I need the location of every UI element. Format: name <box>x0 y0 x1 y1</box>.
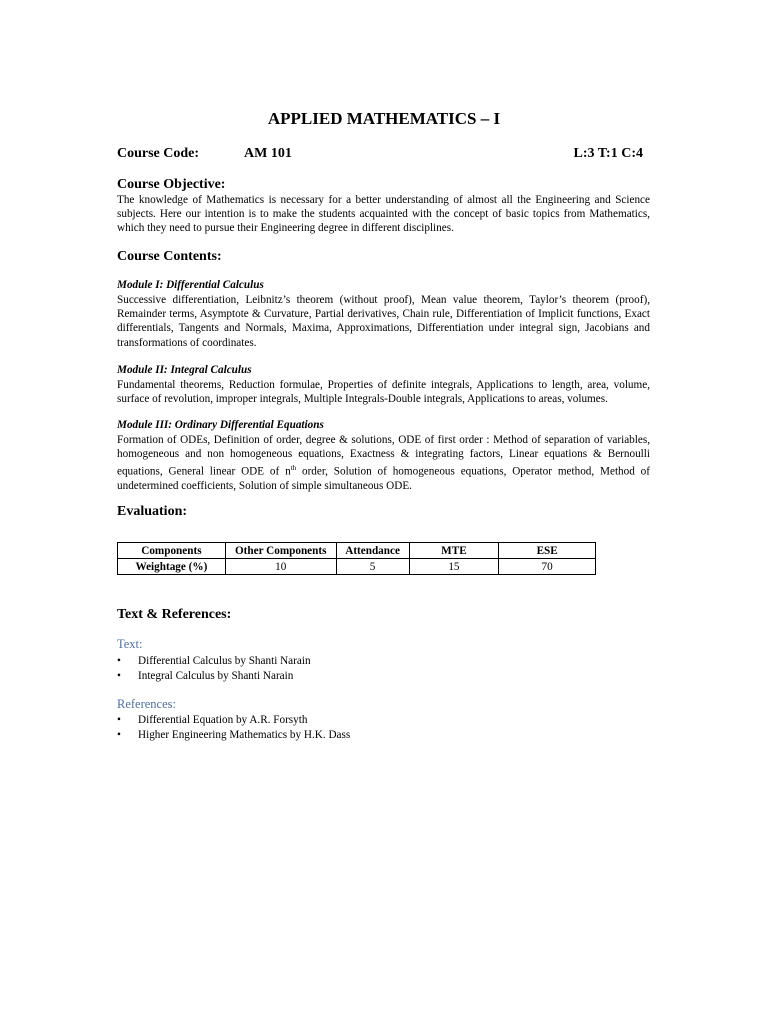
module-2-title: Module II: Integral Calculus <box>117 364 252 376</box>
text-subheading: Text: <box>117 637 143 651</box>
list-item-label: Differential Calculus by Shanti Narain <box>138 655 311 667</box>
table-header-cell: ESE <box>499 543 596 559</box>
contents-heading: Course Contents: <box>117 249 222 264</box>
objective-heading: Course Objective: <box>117 177 226 192</box>
table-header-cell: Components <box>118 543 226 559</box>
bullet-icon: • <box>117 655 121 667</box>
table-header-cell: Attendance <box>336 543 409 559</box>
bullet-icon: • <box>117 669 121 682</box>
bullet-icon: • <box>117 728 121 741</box>
table-cell: 70 <box>499 559 596 575</box>
module-1-text: Successive differentiation, Leibnitz’s theorem (without proof), Mean value theorem, Taylor’s theorem (proof), Remainder terms, Asymptote & Curvature, Partial derivatives, Chain rule, Differentiation of Implicit functions, Exact differentials, Tangents and Normals, Maxima, Approximations, Differentiation under integral sign, Jacobians and transformations of coordinates. <box>117 294 650 349</box>
list-item <box>117 669 311 684</box>
list-item-label: Higher Engineering Mathematics by H.K. Dass <box>138 728 351 741</box>
bullet-icon: • <box>117 714 121 726</box>
module-3-text-part1: Formation of ODEs, Definition of order, degree & solutions, ODE of first order : Method of separation of variables, homogeneous and non homogeneous equations, Exactness & integrating factors, Linear equations & Bernoulli equations, General linear ODE of n <box>117 434 650 479</box>
text-list <box>117 654 311 683</box>
course-code-label: Course Code: <box>117 146 200 161</box>
list-item-label: Differential Equation by A.R. Forsyth <box>138 714 308 726</box>
course-code-row <box>117 146 643 166</box>
course-code-value: AM 101 <box>244 146 292 161</box>
evaluation-table <box>117 542 596 575</box>
course-credits: L:3 T:1 C:4 <box>573 146 643 161</box>
module-3-superscript: th <box>290 464 297 473</box>
table-header-row <box>118 543 596 559</box>
module-2-text: Fundamental theorems, Reduction formulae, Properties of definite integrals, Applications to length, area, volume, surface of revolution, improper integrals, Multiple Integrals-Double integrals, Applications to areas, volumes. <box>117 379 650 406</box>
list-item-label: Integral Calculus by Shanti Narain <box>138 669 294 682</box>
evaluation-heading: Evaluation: <box>117 504 188 519</box>
table-header-cell: MTE <box>409 543 499 559</box>
references-subheading: References: <box>117 697 176 711</box>
objective-text: The knowledge of Mathematics is necessary for a better understanding of almost all the Engineering and Science subjects. Here our intention is to make the students acquainted with the concept of basic topics from Mathematics, which they need to pursue their Engineering degree in different disciplines. <box>117 194 650 235</box>
references-heading: Text & References: <box>117 607 232 622</box>
table-cell: 10 <box>225 559 336 575</box>
list-item <box>117 654 311 669</box>
module-3-text-part2: order, Solution of homogeneous equations, Operator method, Method of undetermined coefficients, Solution of simple simultaneous ODE. <box>117 466 650 493</box>
table-row-header: Weightage (%) <box>118 559 226 575</box>
list-item <box>117 728 350 743</box>
module-1-title: Module I: Differential Calculus <box>117 279 264 291</box>
references-list <box>117 713 350 742</box>
table-cell: 5 <box>336 559 409 575</box>
table-header-cell: Other Components <box>225 543 336 559</box>
table-cell: 15 <box>409 559 499 575</box>
page-title: APPLIED MATHEMATICS – I <box>267 109 501 128</box>
table-row <box>118 559 596 575</box>
module-3-text <box>117 433 650 494</box>
module-3-title: Module III: Ordinary Differential Equations <box>117 419 324 431</box>
list-item <box>117 713 350 728</box>
